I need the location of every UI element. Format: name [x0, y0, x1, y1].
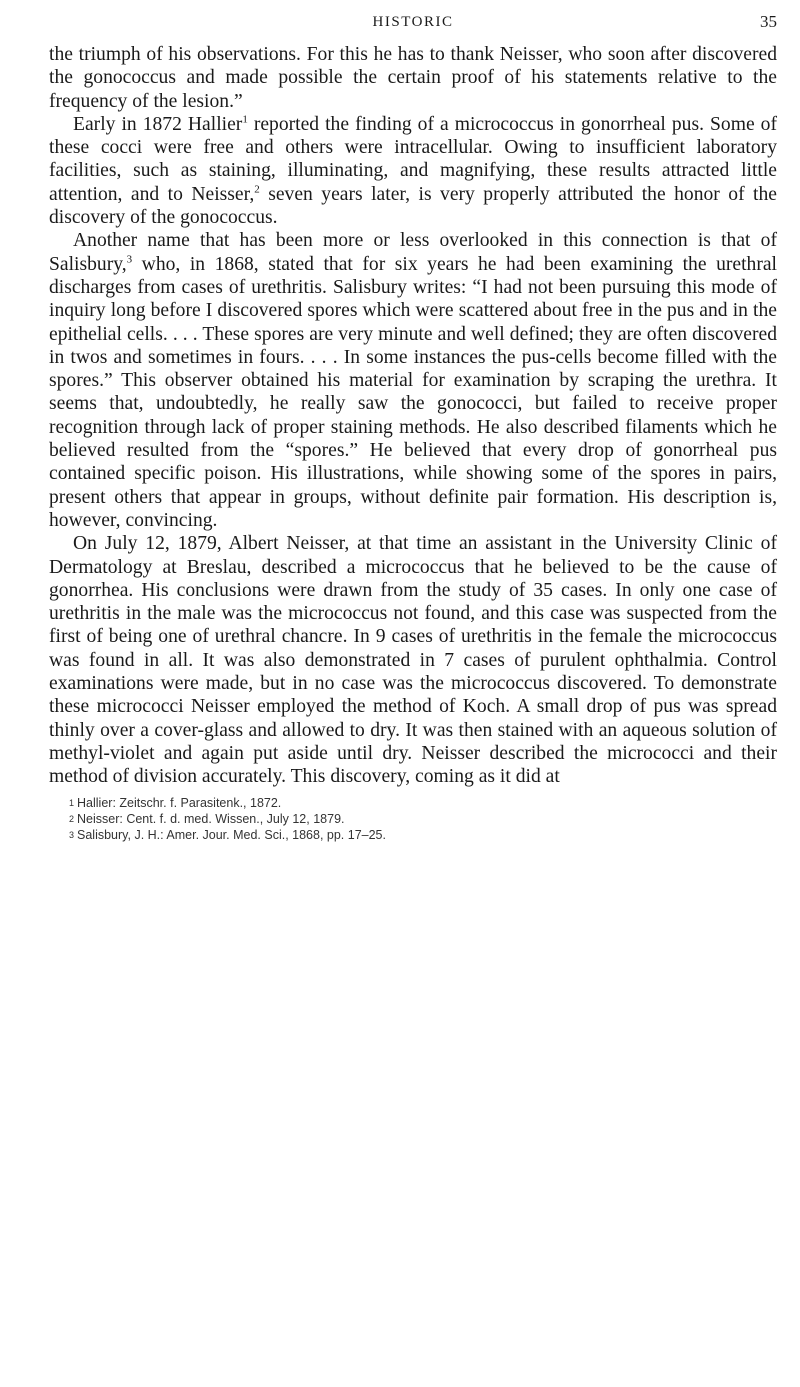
paragraph-text: reported the finding of a micrococcus in gonorrheal pus. Some of these cocci were free and others were intracellular. Owing to insufficient laboratory facilities, such as staining, illuminating, and magnifying, these results attracted little attention, and to Neisser,: [49, 113, 777, 205]
footnote: [69, 811, 777, 827]
page-number: 35: [760, 12, 777, 31]
paragraph-text: seven years later, is very properly attributed the honor of the discovery of the gonococcus.: [49, 183, 777, 229]
paragraph: [49, 113, 777, 229]
paragraph: [49, 532, 777, 788]
footnote-text: Salisbury, J. H.: Amer. Jour. Med. Sci., 1868, pp. 17–25.: [77, 827, 386, 842]
footnote-mark: 2: [69, 813, 75, 824]
paragraph: [49, 43, 777, 113]
body-text: [49, 43, 777, 789]
footnote: [69, 795, 777, 811]
footnote-reference: 2: [254, 183, 260, 196]
running-head: HISTORIC: [372, 14, 454, 30]
paragraph-text: the triumph of his observations. For this he has to thank Neisser, who soon after discovered the gonococcus and made possible the certain proof of his statements relative to the frequency of the lesion.”: [49, 44, 777, 112]
footnote-reference: 1: [242, 113, 248, 126]
paragraph-text: Early in 1872 Hallier: [73, 113, 243, 135]
paragraph-text: Another name that has been more or less overlooked in this connection is that of Salisbury,: [49, 230, 777, 275]
footnote-text: Hallier: Zeitschr. f. Parasitenk., 1872.: [77, 795, 282, 810]
footnote-mark: 3: [69, 829, 75, 840]
footnote-mark: 1: [69, 797, 75, 808]
paragraph: [49, 229, 777, 532]
document-page: [49, 12, 777, 843]
paragraph-text: On July 12, 1879, Albert Neisser, at that time an assistant in the University Clinic of Dermatology at Breslau, described a micrococcus that he believed to be the cause of gonorrhea. His conclusions were drawn from the study of 35 cases. In only one case of urethritis in the male was the micrococcus not found, and this case was suspected from the first of being one of urethral chancre. In 9 cases of urethritis in the female the micrococcus was found in all. It was also demonstrated in 7 cases of purulent ophthalmia. Control examinations were made, but in no case was the micrococcus discovered. To demonstrate these micrococci Neisser employed the method of Koch. A small drop of pus was spread thinly over a cover-glass and allowed to dry. It was then stained with an aqueous solution of methyl-violet and again put aside until dry. Neisser described the micrococci and their method of division accurately. This discovery, coming as it did at: [49, 533, 777, 788]
paragraph-text: who, in 1868, stated that for six years he had been examining the urethral discharges from cases of urethritis. Salisbury writes: “I had not been pursuing this mode of inquiry long before I discovered spores which were scattered about free in the pus and in the epithelial cells. . . . These spores are very minute and well defined; they are often discovered in twos and sometimes in fours. . . . In some instances the pus-cells become filled with the spores.” This observer obtained his material for examination by scraping the urethra. It seems that, undoubtedly, he really saw the gonococci, but failed to receive proper recognition through lack of proper staining methods. He also described filaments which he believed resulted from the “spores.” He believed that every drop of gonorrheal pus contained specific poison. His illustrations, while showing some of the spores in pairs, present others that appear in groups, without definite pair formation. His description is, however, convincing.: [49, 253, 777, 531]
footnote-reference: 3: [126, 253, 133, 266]
page-header: [49, 12, 777, 40]
footnote: [69, 827, 777, 843]
footnotes: [49, 795, 777, 843]
footnote-text: Neisser: Cent. f. d. med. Wissen., July 12, 1879.: [77, 811, 345, 826]
